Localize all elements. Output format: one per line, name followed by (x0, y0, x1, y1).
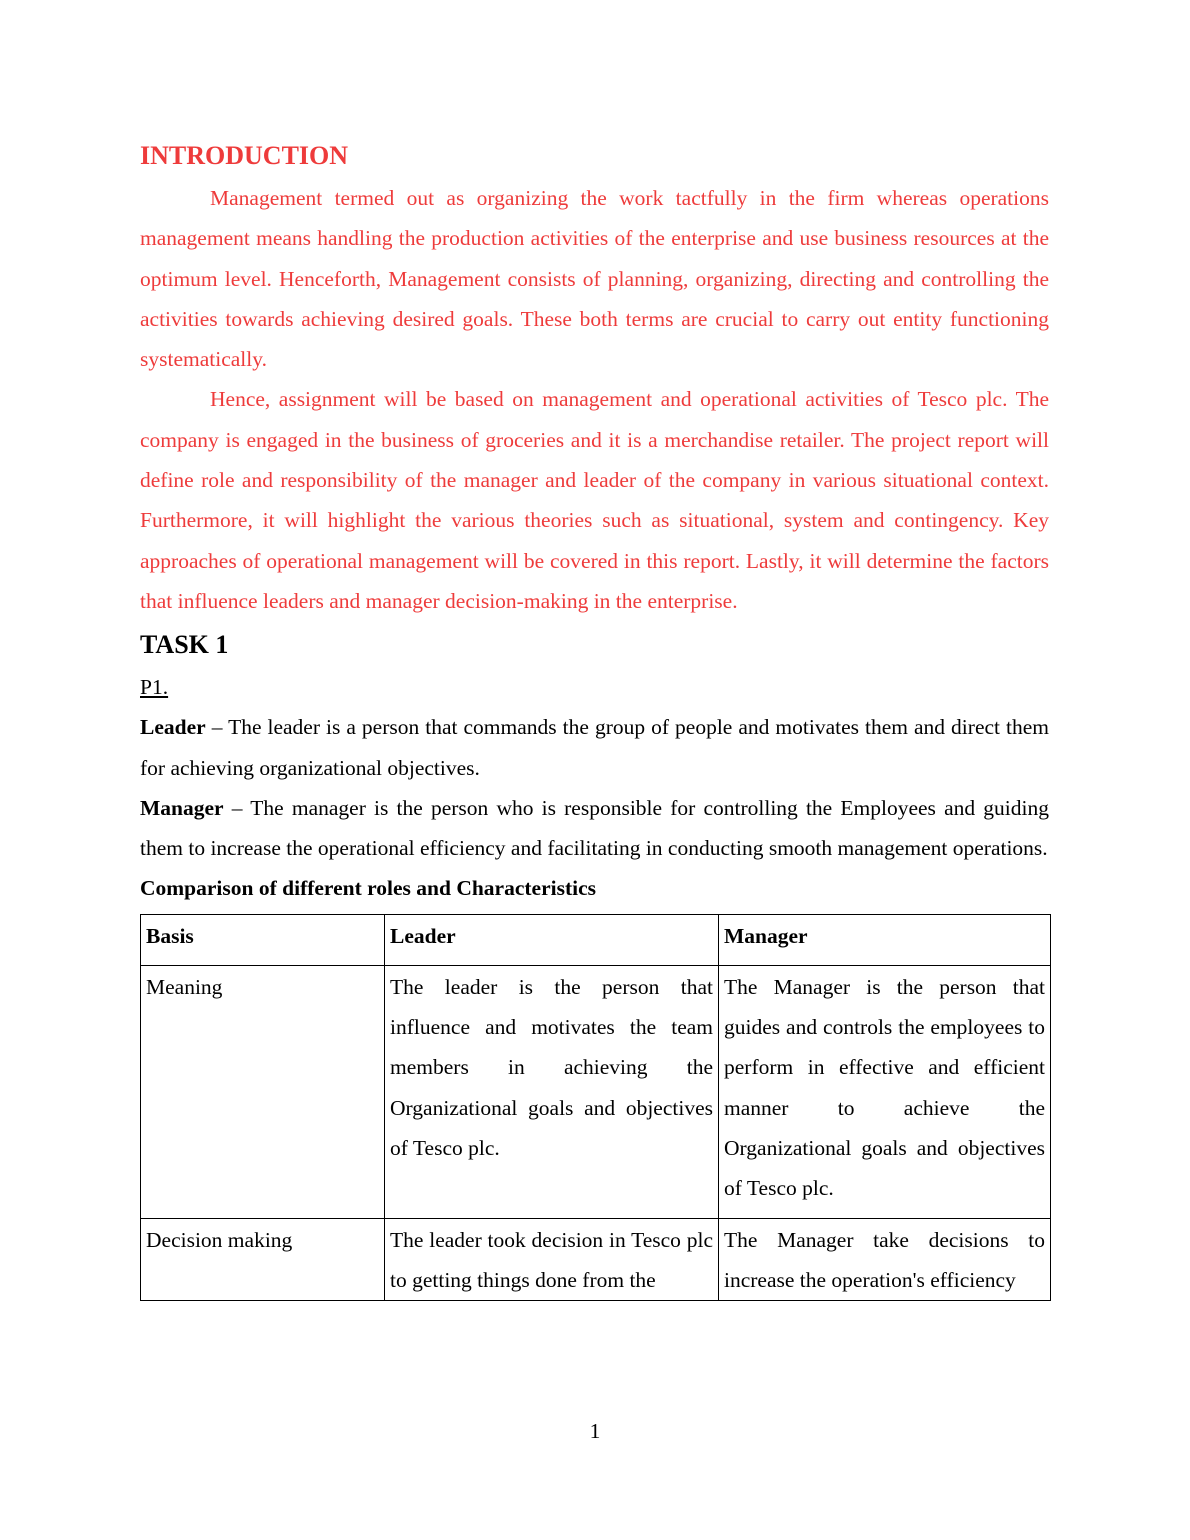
table-cell-basis: Meaning (141, 965, 385, 1218)
document-page (140, 138, 1049, 1301)
manager-definition-text: – The manager is the person who is responsible for controlling the Employees and guiding them to increase the operational efficiency and facilitating in conducting smooth management operations. (140, 795, 1049, 861)
table-cell-manager: The Manager is the person that guides and controls the employees to perform in effective and efficient manner to achieve the Organizational goals and objectives of Tesco plc. (719, 965, 1051, 1218)
table-cell-leader: The leader took decision in Tesco plc to getting things done from the (385, 1218, 719, 1301)
introduction-paragraph: Hence, assignment will be based on management and operational activities of Tesco plc. The company is engaged in the business of groceries and it is a merchandise retailer. The project report will define role and responsibility of the manager and leader of the company in various situational context. Furthermore, it will highlight the various theories such as situational, system and contingency. Key approaches of operational management will be covered in this report. Lastly, it will determine the factors that influence leaders and manager decision-making in the enterprise. (140, 387, 1049, 613)
comparison-table (140, 914, 1051, 1301)
header-basis: Basis (141, 915, 385, 965)
table-row (141, 965, 1051, 1218)
leader-definition (140, 707, 1049, 788)
table-cell-basis: Decision making (141, 1218, 385, 1301)
manager-term: Manager (140, 795, 224, 820)
introduction-heading: INTRODUCTION (140, 141, 349, 170)
page-number: 1 (589, 1419, 601, 1443)
task-sub-heading: P1. (140, 675, 169, 700)
introduction-paragraph: Management termed out as organizing the work tactfully in the firm whereas operations management means handling the production activities of the enterprise and use business resources at the optimum level. Henceforth, Management consists of planning, organizing, directing and controlling the activities towards achieving desired goals. These both terms are crucial to carry out entity functioning systematically. (140, 186, 1049, 372)
table-header-row (141, 915, 1051, 965)
header-leader: Leader (385, 915, 719, 965)
table-caption: Comparison of different roles and Characteristics (140, 876, 597, 901)
table-cell-manager: The Manager take decisions to increase the operation's efficiency (719, 1218, 1051, 1301)
task-heading: TASK 1 (140, 630, 229, 660)
manager-definition (140, 788, 1049, 869)
leader-term: Leader (140, 715, 206, 740)
table-row (141, 1218, 1051, 1301)
header-manager: Manager (719, 915, 1051, 965)
table-cell-leader: The leader is the person that influence and motivates the team members in achieving the Organizational goals and objectives of Tesco plc. (385, 965, 719, 1218)
leader-definition-text: – The leader is a person that commands the group of people and motivates them and direct them for achieving organizational objectives. (140, 715, 1049, 780)
